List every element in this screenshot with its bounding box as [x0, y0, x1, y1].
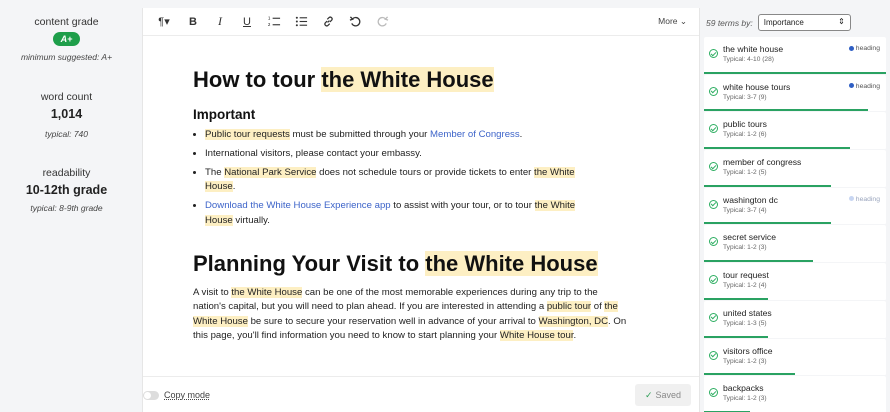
paragraph-icon: ¶▾ [158, 16, 170, 28]
word-count-value: 1,014 [50, 107, 83, 121]
redo-icon [376, 15, 389, 28]
experience-app-link[interactable]: Download the White House Experience app [205, 200, 391, 212]
term-typical: Typical: 1-2 (5) [723, 169, 767, 177]
check-circle-icon [709, 162, 718, 171]
term-item[interactable] [704, 188, 886, 226]
term-progress-bar [704, 72, 886, 74]
heading-tag [849, 45, 880, 52]
copy-mode-toggle[interactable] [143, 391, 159, 400]
term-name: the white house [723, 44, 784, 54]
content-grade-block [0, 16, 133, 62]
term-name: white house tours [723, 81, 791, 92]
check-circle-icon [709, 87, 718, 96]
term-progress-bar [704, 147, 850, 149]
redo-button[interactable] [371, 11, 393, 33]
term-item[interactable] [704, 75, 886, 113]
term-progress-bar [704, 222, 831, 224]
term-name: united states [723, 307, 772, 318]
term-name: member of congress [723, 157, 802, 168]
doc-heading-planning: Planning Your Visit to the White House [193, 250, 598, 276]
editor-toolbar [143, 8, 699, 36]
dot-icon [849, 46, 854, 51]
term-name: backpacks [723, 383, 764, 394]
list-item: • Download the White House Experience app to assist with your tour, or to tour the White House virtually. [205, 199, 633, 228]
heading-tag-label: heading [855, 195, 880, 203]
saved-button[interactable] [635, 384, 691, 406]
terms-panel [700, 8, 890, 412]
heading-tag [849, 196, 880, 203]
list-item: • The National Park Service does not schedule tours or provide tickets to enter the White House. [205, 166, 633, 195]
bold-button[interactable]: B [189, 15, 197, 28]
term-typical: Typical: 1-2 (4) [723, 282, 767, 290]
doc-heading-important: Important [193, 107, 256, 122]
term-name: secret service [723, 232, 777, 243]
word-count-label: word count [40, 91, 93, 103]
doc-paragraph: A visit to the White House can be one of the most memorable experiences during any trip to the nation's capital, but you will need to plan ahead. If you are interested in attending a public tour of the White House be sure to secure your reservation well in advance of your arrival to Washington, DC. On this page, you'll find information you need to know to start planning your White House tour. [193, 286, 627, 342]
term-progress-bar [704, 260, 813, 262]
saved-label: Saved [655, 390, 682, 400]
check-circle-icon [709, 49, 718, 58]
term-item[interactable] [704, 37, 886, 75]
underline-button[interactable]: U [243, 15, 251, 28]
check-circle-icon [709, 275, 718, 284]
term-name: public tours [723, 119, 767, 130]
heading-tag [849, 83, 880, 90]
list-item: • International visitors, please contact your embassy. [205, 147, 633, 161]
term-progress-bar [704, 185, 831, 187]
term-progress-bar [704, 298, 768, 300]
italic-button[interactable]: I [218, 14, 222, 28]
check-circle-icon [709, 200, 718, 209]
check-icon: ✓ [644, 389, 653, 400]
terms-count: 59 terms by: [706, 17, 753, 28]
dot-icon [849, 196, 854, 201]
check-circle-icon [709, 237, 718, 246]
document-body[interactable] [193, 66, 633, 344]
member-of-congress-link[interactable]: Member of Congress [430, 129, 520, 140]
undo-button[interactable] [344, 11, 366, 33]
terms-header [700, 8, 890, 37]
term-item[interactable] [704, 301, 886, 339]
term-item[interactable] [704, 376, 886, 412]
bullet-list-button[interactable] [290, 11, 312, 33]
term-typical: Typical: 3-7 (9) [723, 93, 767, 101]
term-item[interactable] [704, 225, 886, 263]
content-grade-badge: A+ [53, 32, 81, 46]
select-arrows-icon: ⇕ [838, 17, 845, 26]
check-circle-icon [709, 124, 718, 133]
svg-text:2: 2 [267, 22, 270, 28]
link-button[interactable] [317, 11, 339, 33]
readability-label: readability [42, 167, 91, 179]
ordered-list-button[interactable] [263, 11, 285, 33]
readability-value: 10-12th grade [25, 183, 108, 197]
term-typical: Typical: 1-3 (5) [723, 319, 767, 327]
grade-minimum: minimum suggested: A+ [20, 52, 113, 62]
term-item[interactable] [704, 263, 886, 301]
undo-icon [349, 15, 362, 28]
term-typical: Typical: 1-2 (3) [723, 395, 767, 403]
stats-sidebar [0, 0, 133, 412]
check-circle-icon [709, 313, 718, 322]
bullet-list-icon [295, 15, 308, 28]
term-item[interactable] [704, 112, 886, 150]
copy-mode-label[interactable]: Copy mode [164, 390, 211, 400]
heading-tag-label: heading [855, 45, 880, 52]
term-typical: Typical: 1-2 (6) [723, 131, 767, 139]
terms-list [700, 37, 890, 412]
word-count-typical: typical: 740 [45, 129, 88, 139]
doc-heading-1: How to tour the White House [193, 67, 494, 92]
important-list [193, 128, 633, 228]
term-typical: Typical: 1-2 (3) [723, 244, 767, 252]
readability-block [0, 167, 133, 213]
term-progress-bar [704, 109, 868, 111]
term-progress-bar [704, 373, 795, 375]
ordered-list-icon [268, 15, 281, 28]
dot-icon [849, 83, 854, 88]
editor-panel [142, 8, 700, 412]
link-icon [322, 15, 335, 28]
paragraph-style-button[interactable] [151, 11, 177, 33]
word-count-block [0, 91, 133, 139]
term-item[interactable] [704, 339, 886, 377]
check-circle-icon [709, 388, 718, 397]
heading-tag-label: heading [855, 82, 880, 90]
svg-text:1: 1 [267, 15, 270, 21]
term-progress-bar [704, 336, 768, 338]
sort-select[interactable] [758, 14, 851, 31]
check-circle-icon [709, 351, 718, 360]
list-item: • Public tour requests must be submitted through your Member of Congress. [205, 128, 633, 142]
term-name: tour request [723, 270, 769, 281]
term-typical: Typical: 3-7 (4) [723, 206, 767, 214]
term-item[interactable] [704, 150, 886, 188]
term-typical: Typical: 1-2 (3) [723, 357, 767, 365]
term-name: visitors office [723, 345, 773, 356]
content-grade-label: content grade [34, 16, 99, 28]
term-name: washington dc [723, 194, 778, 205]
sort-value: Importance [763, 18, 804, 27]
editor-footer [143, 376, 699, 412]
more-menu-button[interactable]: More ⌄ [658, 16, 687, 26]
term-typical: Typical: 4-10 (28) [723, 56, 774, 63]
readability-typical: typical: 8-9th grade [30, 203, 103, 213]
